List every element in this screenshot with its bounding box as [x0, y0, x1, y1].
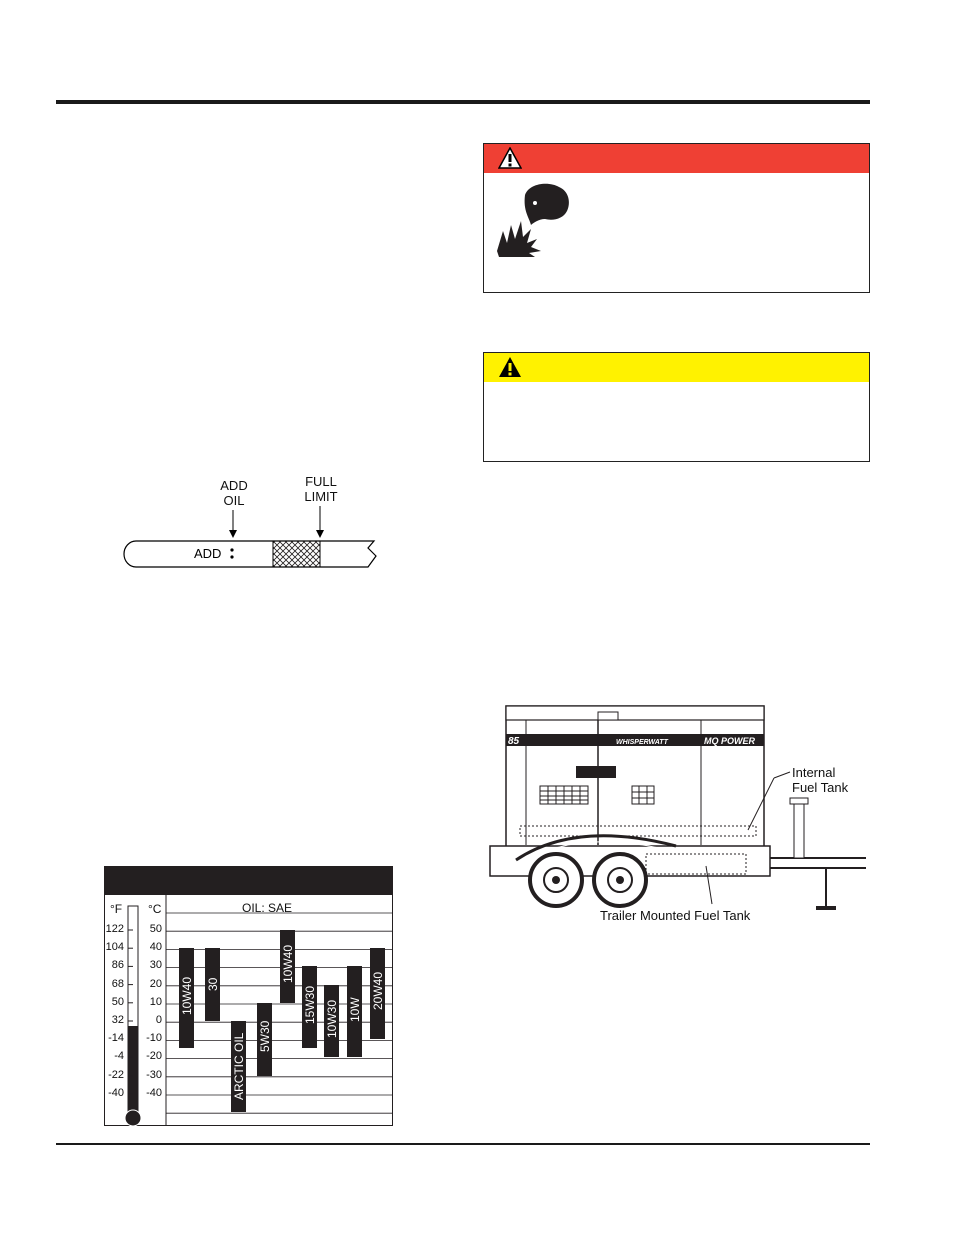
generator-trailer-illustration [486, 700, 866, 925]
fahrenheit-tick: 50 [111, 995, 124, 1008]
celsius-tick: -20 [146, 1050, 162, 1063]
oil-grade-label: ARCTIC OIL [232, 1032, 246, 1100]
fahrenheit-tick: 122 [105, 923, 124, 935]
full-limit-label: FULL LIMIT [304, 474, 338, 504]
trailer-fuel-tank-label: Trailer Mounted Fuel Tank [600, 908, 751, 923]
oil-grade-label: 5W30 [258, 1021, 272, 1053]
oil-grade-label: 20W40 [371, 972, 385, 1011]
celsius-tick: 20 [149, 977, 162, 990]
fahrenheit-tick: 68 [111, 977, 124, 990]
caution-bar [484, 353, 869, 382]
oil-grade-label: 10W40 [281, 944, 295, 983]
fahrenheit-unit: °F [110, 902, 123, 916]
footer-rule [56, 1143, 870, 1145]
explosion-icon [495, 181, 575, 261]
dipstick-add-text: ADD [194, 546, 222, 561]
oil-grade-label: 10W [348, 997, 362, 1022]
model-label: WHISPERWATT [616, 739, 668, 746]
celsius-tick: -30 [146, 1068, 162, 1081]
fahrenheit-tick: -4 [114, 1050, 124, 1063]
warning-triangle-icon [498, 356, 522, 378]
oil-grade-label: 10W40 [180, 976, 194, 1015]
celsius-tick: 0 [155, 1014, 162, 1026]
danger-bar [484, 144, 869, 173]
celsius-tick: 10 [149, 995, 162, 1008]
header-rule [56, 100, 870, 104]
dipstick-diagram [118, 470, 380, 570]
celsius-unit: °C [148, 902, 162, 916]
model-badge: 85 [508, 736, 520, 747]
internal-fuel-tank-label: Internal Fuel Tank [792, 765, 849, 795]
celsius-tick: -10 [146, 1032, 162, 1045]
add-oil-label: ADD OIL [220, 478, 248, 508]
oil-grade-label: 15W30 [303, 985, 317, 1024]
celsius-tick: 40 [149, 941, 162, 954]
thermometer-bulb [125, 1110, 141, 1126]
fahrenheit-tick: -22 [108, 1068, 124, 1081]
fahrenheit-tick: 86 [111, 959, 124, 972]
fahrenheit-tick: -40 [108, 1086, 124, 1099]
fahrenheit-tick: -14 [108, 1032, 124, 1045]
celsius-tick: 50 [149, 923, 162, 935]
warning-triangle-icon [498, 147, 522, 169]
oil-viscosity-chart [104, 866, 393, 1126]
oil-grade-label: 10W30 [325, 999, 339, 1038]
brand-label: MQ POWER [704, 736, 755, 746]
oil-sae-title: OIL: SAE [242, 901, 293, 915]
oil-grade-label: 30 [206, 977, 220, 992]
caution-notice [483, 352, 870, 462]
celsius-tick: -40 [146, 1086, 162, 1099]
fahrenheit-tick: 32 [111, 1014, 124, 1026]
fahrenheit-tick: 104 [105, 941, 124, 954]
celsius-tick: 30 [149, 959, 162, 972]
